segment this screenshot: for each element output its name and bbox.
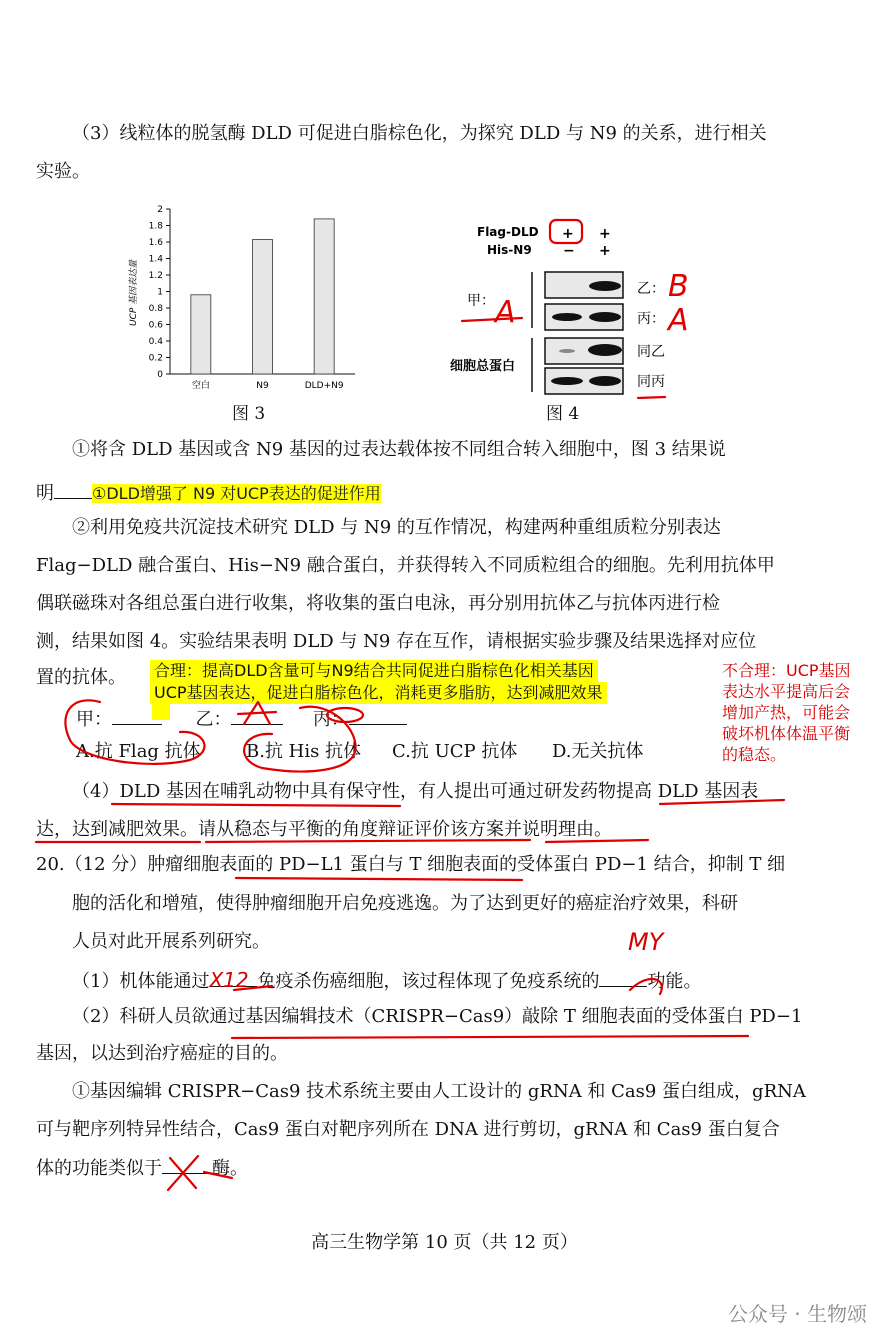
q20-sub1-hw[interactable]: X12 bbox=[209, 968, 257, 987]
q20-sub2-1-blank[interactable] bbox=[162, 1155, 212, 1174]
q20-sub1-a: （1）机体能通过 bbox=[72, 971, 210, 992]
fig4-his-sign-2: + bbox=[599, 243, 611, 259]
q3-1-answer-highlight: ①DLD增强了 N9 对UCP表达的促进作用 bbox=[92, 484, 381, 503]
fig3-tick-label: 1.2 bbox=[148, 271, 163, 281]
figure-3-caption: 图 3 bbox=[232, 404, 266, 424]
q20-sub1-c: 功能。 bbox=[647, 971, 702, 992]
fig3-tick-label: 0.8 bbox=[148, 304, 163, 314]
page-footer: 高三生物学第 10 页（共 12 页） bbox=[311, 1232, 578, 1253]
q3-2-line2: Flag−DLD 融合蛋白、His−N9 融合蛋白，并获得转入不同质粒组合的细胞。先利用抗体甲 bbox=[36, 555, 775, 576]
option-a[interactable]: A.抗 Flag 抗体 bbox=[76, 741, 201, 762]
fig3-tick-label: 0 bbox=[157, 370, 163, 380]
q20-line3: 人员对此开展系列研究。 bbox=[72, 931, 270, 952]
fig4-hw-a2: A bbox=[495, 295, 516, 330]
q3-intro-line1: （3）线粒体的脱氢酶 DLD 可促进白脂棕色化，为探究 DLD 与 N9 的关系，进行相关 bbox=[72, 123, 767, 144]
q3-1-prefix: 明 bbox=[36, 483, 54, 504]
side-note-line: 的稳态。 bbox=[722, 745, 787, 764]
fig3-tick-label: 1 bbox=[157, 287, 163, 298]
q3-intro-line2: 实验。 bbox=[36, 161, 90, 182]
fig4-hw-a1: A bbox=[668, 303, 689, 338]
blot-band bbox=[589, 376, 621, 386]
fig3-tick-label: 0.2 bbox=[148, 353, 163, 364]
side-note-line: 不合理：UCP基因 bbox=[722, 661, 851, 680]
q20-line1: 20.（12 分）肿瘤细胞表面的 PD−L1 蛋白与 T 细胞表面的受体蛋白 PD−1 结合，抑制 T 细 bbox=[36, 854, 786, 875]
fig3-bar bbox=[253, 240, 273, 374]
q20-sub2-1-line1: ①基因编辑 CRISPR−Cas9 技术系统主要由人工设计的 gRNA 和 Cas9 蛋白组成，gRNA bbox=[72, 1081, 806, 1102]
side-note-line: 增加产热，可能会 bbox=[722, 703, 851, 722]
q20-sub1 bbox=[72, 968, 701, 994]
blank-jia-label: 甲： bbox=[76, 709, 112, 730]
q3-1-line2 bbox=[36, 480, 381, 506]
fig4-his-label: His-N9 bbox=[487, 243, 532, 257]
q20-sub1-hw2: MY bbox=[628, 928, 664, 956]
q20-sub1-b: 免疫杀伤癌细胞，该过程体现了免疫系统的 bbox=[257, 971, 600, 992]
side-note-line: 破坏机体体温平衡 bbox=[722, 724, 851, 743]
blot-band bbox=[559, 349, 575, 353]
fig3-bar bbox=[314, 219, 334, 374]
answer-blank[interactable] bbox=[54, 480, 92, 499]
figure-4-blot bbox=[440, 200, 720, 405]
q3-1-line1: ①将含 DLD 基因或含 N9 基因的过表达载体按不同组合转入细胞中，图 3 结果说 bbox=[72, 439, 726, 460]
q20-sub2-1-line3a: 体的功能类似于 bbox=[36, 1158, 162, 1179]
q20-sub2-1-line3 bbox=[36, 1155, 248, 1181]
fig4-flag-sign-2: + bbox=[599, 226, 611, 242]
fig4-tong-yi: 同乙 bbox=[637, 344, 665, 360]
fig4-yi-label: 乙： bbox=[637, 281, 665, 297]
q3-2-line1: ②利用免疫共沉淀技术研究 DLD 与 N9 的互作情况，构建两种重组质粒分别表达 bbox=[72, 517, 721, 538]
q20-line2: 胞的活化和增殖，使得肿瘤细胞开启免疫逃逸。为了达到更好的癌症治疗效果，科研 bbox=[72, 893, 738, 914]
fig3-category-label: DLD+N9 bbox=[304, 381, 344, 391]
fig3-tick-label: 2 bbox=[157, 205, 163, 215]
fig3-tick-label: 1.6 bbox=[148, 238, 163, 248]
fig3-category-label: N9 bbox=[256, 381, 269, 391]
q3-2-line4: 测，结果如图 4。实验结果表明 DLD 与 N9 存在互作，请根据实验步骤及结果选择对应位 bbox=[36, 631, 757, 652]
q20-sub2-line1: （2）科研人员欲通过基因编辑技术（CRISPR−Cas9）敲除 T 细胞表面的受体蛋白 PD−1 bbox=[72, 1006, 803, 1027]
fig3-tick-label: 1.4 bbox=[148, 254, 163, 265]
q20-sub1-blank2[interactable] bbox=[599, 968, 647, 987]
fig4-hw-b: B bbox=[668, 269, 689, 304]
fig3-bar bbox=[191, 295, 211, 374]
fig3-category-label: 空白 bbox=[191, 381, 210, 391]
blot-band bbox=[551, 377, 583, 385]
option-b[interactable]: B.抗 His 抗体 bbox=[246, 741, 362, 762]
q20-sub2-1-line2: 可与靶序列特异性结合，Cas9 蛋白对靶序列所在 DNA 进行剪切，gRNA 和 Cas9 蛋白复合 bbox=[36, 1119, 780, 1140]
fig3-tick-label: 0.4 bbox=[148, 337, 163, 347]
blank-bing[interactable] bbox=[349, 706, 407, 725]
fig4-his-sign-1: − bbox=[563, 243, 575, 259]
highlight-note-line1: 合理：提高DLD含量可与N9结合共同促进白脂棕色化相关基因 bbox=[150, 660, 598, 682]
fig4-bing-label: 丙： bbox=[637, 311, 665, 327]
blot-band bbox=[552, 313, 582, 321]
side-note-line: 表达水平提高后会 bbox=[722, 682, 851, 701]
fig4-tong-bing: 同丙 bbox=[637, 374, 665, 390]
blot-band bbox=[588, 344, 622, 356]
q20-sub2-line2: 基因，以达到治疗癌症的目的。 bbox=[36, 1043, 288, 1064]
figure-4-caption: 图 4 bbox=[546, 404, 580, 424]
highlight-note-line2: UCP基因表达，促进白脂棕色化，消耗更多脂肪，达到减肥效果 bbox=[150, 682, 607, 704]
fig4-flag-label: Flag-DLD bbox=[477, 225, 539, 239]
antibody-blanks-row bbox=[76, 706, 407, 732]
q20-sub2-1-line3b: 酶。 bbox=[212, 1158, 248, 1179]
blank-yi-label: 乙： bbox=[195, 709, 232, 730]
fig4-jia-label: 甲： bbox=[467, 293, 495, 309]
blank-yi[interactable] bbox=[231, 706, 283, 725]
watermark: 公众号 · 生物颂 bbox=[727, 1302, 867, 1326]
option-c[interactable]: C.抗 UCP 抗体 bbox=[392, 741, 518, 762]
fig3-tick-label: 1.8 bbox=[148, 221, 163, 232]
figure-3-chart bbox=[120, 196, 380, 426]
blank-jia[interactable] bbox=[112, 706, 162, 725]
blot-band bbox=[589, 312, 621, 322]
option-d[interactable]: D.无关抗体 bbox=[552, 741, 644, 762]
q4-line2: 达，达到减肥效果。请从稳态与平衡的角度辩证评价该方案并说明理由。 bbox=[36, 819, 612, 840]
blot-band bbox=[589, 281, 621, 291]
fig4-flag-sign-1: + bbox=[562, 226, 574, 242]
q3-2-line3: 偶联磁珠对各组总蛋白进行收集，将收集的蛋白电泳，再分别用抗体乙与抗体丙进行检 bbox=[36, 593, 720, 614]
q4-line1: （4）DLD 基因在哺乳动物中具有保守性，有人提出可通过研发药物提高 DLD 基因表 bbox=[72, 781, 759, 802]
fig3-tick-label: 0.6 bbox=[148, 320, 163, 331]
fig3-ylabel: UCP 基因表达量 bbox=[129, 259, 139, 326]
q3-2-line5: 置的抗体。 bbox=[36, 667, 126, 688]
fig4-total-label: 细胞总蛋白 bbox=[450, 359, 516, 374]
side-note bbox=[722, 660, 851, 765]
blank-bing-label: 丙： bbox=[312, 709, 349, 730]
